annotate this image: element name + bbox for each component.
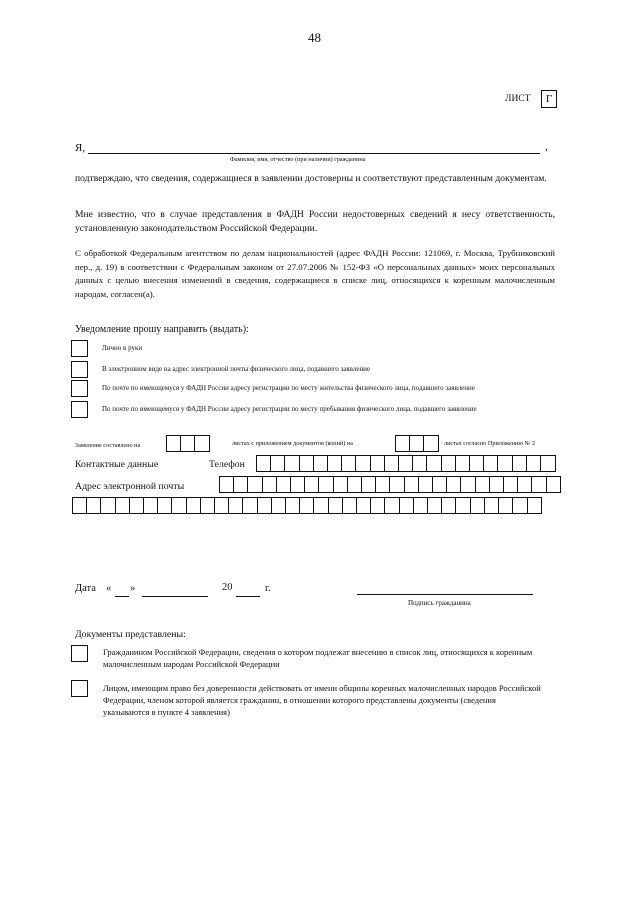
char-cell[interactable] <box>72 497 88 514</box>
digit-cell[interactable] <box>395 435 411 452</box>
paragraph-confirm: подтверждаю, что сведения, содержащиеся в заявлении достоверны и соответствуют представленным документам. <box>75 173 547 184</box>
char-cell[interactable] <box>384 497 400 514</box>
char-cell[interactable] <box>418 476 434 493</box>
sheet-label: ЛИСТ <box>505 94 531 104</box>
char-cell[interactable] <box>384 455 400 472</box>
char-cell[interactable] <box>100 497 116 514</box>
char-cell[interactable] <box>247 476 263 493</box>
digit-cell[interactable] <box>409 435 425 452</box>
notify-post-stay-checkbox[interactable] <box>71 401 88 418</box>
char-cell[interactable] <box>270 455 286 472</box>
sheet-letter-box: Г <box>541 90 557 108</box>
char-cell[interactable] <box>341 455 357 472</box>
date-open-quote: « <box>106 583 112 594</box>
char-cell[interactable] <box>361 476 377 493</box>
char-cell[interactable] <box>313 497 329 514</box>
char-cell[interactable] <box>484 497 500 514</box>
char-cell[interactable] <box>219 476 235 493</box>
char-cell[interactable] <box>347 476 363 493</box>
char-cell[interactable] <box>342 497 358 514</box>
paragraph-responsibility: Мне известно, что в случае представления в ФАДН России недостоверных сведений я несу ответственность, установленную законодательством Российской Федерации. <box>75 209 555 234</box>
char-cell[interactable] <box>313 455 329 472</box>
char-cell[interactable] <box>469 455 485 472</box>
char-cell[interactable] <box>356 497 372 514</box>
char-cell[interactable] <box>86 497 102 514</box>
char-cell[interactable] <box>460 476 476 493</box>
declarant-caption: Фамилия, имя, отчество (при наличии) гражданина <box>230 156 366 163</box>
char-cell[interactable] <box>370 497 386 514</box>
char-cell[interactable] <box>497 455 513 472</box>
notify-option-label: Лично в руки <box>102 344 143 352</box>
contacts-label: Контактные данные <box>75 459 159 470</box>
documents-option-label: Лицом, имеющим право без доверенности действовать от имени общины коренных малочисленных народов Российской Федерации, членом которой является гражданин, в отношении которого представлены документы (сведения указываются в пункте 4 заявления) <box>103 683 541 717</box>
char-cell[interactable] <box>398 455 414 472</box>
char-cell[interactable] <box>318 476 334 493</box>
email-cells-row-2[interactable] <box>72 497 541 514</box>
char-cell[interactable] <box>540 455 556 472</box>
digit-cell[interactable] <box>180 435 196 452</box>
char-cell[interactable] <box>186 497 202 514</box>
char-cell[interactable] <box>427 497 443 514</box>
declarant-end-mark: , <box>545 141 548 153</box>
char-cell[interactable] <box>512 455 528 472</box>
date-year-prefix: 20 <box>222 582 233 593</box>
digit-cell[interactable] <box>166 435 182 452</box>
char-cell[interactable] <box>483 455 499 472</box>
date-year-field[interactable] <box>236 596 260 597</box>
attachment-sheets-cells[interactable] <box>395 435 438 452</box>
char-cell[interactable] <box>370 455 386 472</box>
char-cell[interactable] <box>171 497 187 514</box>
char-cell[interactable] <box>143 497 159 514</box>
char-cell[interactable] <box>304 476 320 493</box>
char-cell[interactable] <box>546 476 562 493</box>
documents-option-label: Гражданином Российской Федерации, сведения о котором подлежат внесению в список лиц, относящихся к коренным малочисленным народам Российской Федерации <box>103 647 533 669</box>
phone-label: Телефон <box>209 459 245 470</box>
notify-option-label: По почте по имеющемуся у ФАДН России адресу регистрации по месту жительства физического лица, подавшего заявление <box>102 384 475 392</box>
date-month-field[interactable] <box>142 596 208 597</box>
char-cell[interactable] <box>413 497 429 514</box>
submitted-by-community-rep-checkbox[interactable] <box>71 680 88 697</box>
char-cell[interactable] <box>489 476 505 493</box>
char-cell[interactable] <box>276 476 292 493</box>
notification-title: Уведомление прошу направить (выдать): <box>75 324 249 335</box>
signature-field[interactable] <box>357 594 533 595</box>
char-cell[interactable] <box>517 476 533 493</box>
char-cell[interactable] <box>115 497 131 514</box>
char-cell[interactable] <box>426 455 442 472</box>
char-cell[interactable] <box>200 497 216 514</box>
char-cell[interactable] <box>214 497 230 514</box>
char-cell[interactable] <box>271 497 287 514</box>
char-cell[interactable] <box>299 497 315 514</box>
char-cell[interactable] <box>432 476 448 493</box>
char-cell[interactable] <box>498 497 514 514</box>
char-cell[interactable] <box>299 455 315 472</box>
char-cell[interactable] <box>526 455 542 472</box>
char-cell[interactable] <box>399 497 415 514</box>
char-cell[interactable] <box>389 476 405 493</box>
char-cell[interactable] <box>355 455 371 472</box>
paragraph-personal-data: С обработкой Федеральным агентством по делам национальностей (адрес ФАДН России: 121069, г. Москва, Трубниковский пер., д. 19) в соответствии с Федеральным законом от 27.07.2006 № 152-ФЗ «О персональных данных» моих персональных данных с целью внесения изменений в сведения, содержащиеся в списке лиц, относящихся к коренным малочисленным народам, согласен(а). <box>75 248 555 299</box>
phone-cells[interactable] <box>256 455 554 472</box>
char-cell[interactable] <box>327 455 343 472</box>
char-cell[interactable] <box>503 476 519 493</box>
char-cell[interactable] <box>441 455 457 472</box>
char-cell[interactable] <box>446 476 462 493</box>
char-cell[interactable] <box>262 476 278 493</box>
char-cell[interactable] <box>290 476 306 493</box>
declarant-name-field[interactable] <box>88 153 540 154</box>
char-cell[interactable] <box>129 497 145 514</box>
composition-part1: Заявление составлено на <box>75 442 141 449</box>
documents-title: Документы представлены: <box>75 629 186 640</box>
char-cell[interactable] <box>455 455 471 472</box>
page-number: 48 <box>308 30 321 45</box>
notify-in-person-checkbox[interactable] <box>71 340 88 357</box>
notify-option-label: В электронном виде на адрес электронной почты физического лица, подавшего заявление <box>102 365 371 373</box>
char-cell[interactable] <box>233 476 249 493</box>
char-cell[interactable] <box>527 497 543 514</box>
char-cell[interactable] <box>441 497 457 514</box>
char-cell[interactable] <box>470 497 486 514</box>
notify-option-label: По почте по имеющемуся у ФАДН России адресу регистрации по месту пребывания физического лица, подавшего заявление <box>102 405 477 413</box>
email-cells-row-1[interactable] <box>219 476 560 493</box>
digit-cell[interactable] <box>423 435 439 452</box>
char-cell[interactable] <box>285 497 301 514</box>
char-cell[interactable] <box>257 497 273 514</box>
char-cell[interactable] <box>375 476 391 493</box>
submitted-by-citizen-checkbox[interactable] <box>71 645 88 662</box>
signature-caption: Подпись гражданина <box>408 599 471 607</box>
char-cell[interactable] <box>531 476 547 493</box>
char-cell[interactable] <box>333 476 349 493</box>
char-cell[interactable] <box>256 455 272 472</box>
notify-email-checkbox[interactable] <box>71 361 88 378</box>
digit-cell[interactable] <box>194 435 210 452</box>
char-cell[interactable] <box>284 455 300 472</box>
char-cell[interactable] <box>455 497 471 514</box>
email-label: Адрес электронной почты <box>75 481 185 492</box>
char-cell[interactable] <box>475 476 491 493</box>
composition-part3: листах согласно Приложению № 2 <box>444 440 536 447</box>
date-day-field[interactable] <box>115 596 129 597</box>
char-cell[interactable] <box>328 497 344 514</box>
date-label: Дата <box>75 583 96 594</box>
composition-part2: листах с приложением документов (копий) на <box>232 440 353 447</box>
char-cell[interactable] <box>228 497 244 514</box>
char-cell[interactable] <box>242 497 258 514</box>
notify-post-residence-checkbox[interactable] <box>71 380 88 397</box>
sheets-count-cells[interactable] <box>166 435 209 452</box>
char-cell[interactable] <box>157 497 173 514</box>
date-close-quote: » <box>130 583 136 594</box>
date-year-suffix: г. <box>265 583 271 594</box>
char-cell[interactable] <box>512 497 528 514</box>
char-cell[interactable] <box>404 476 420 493</box>
declarant-prefix: Я, <box>75 142 86 154</box>
char-cell[interactable] <box>412 455 428 472</box>
